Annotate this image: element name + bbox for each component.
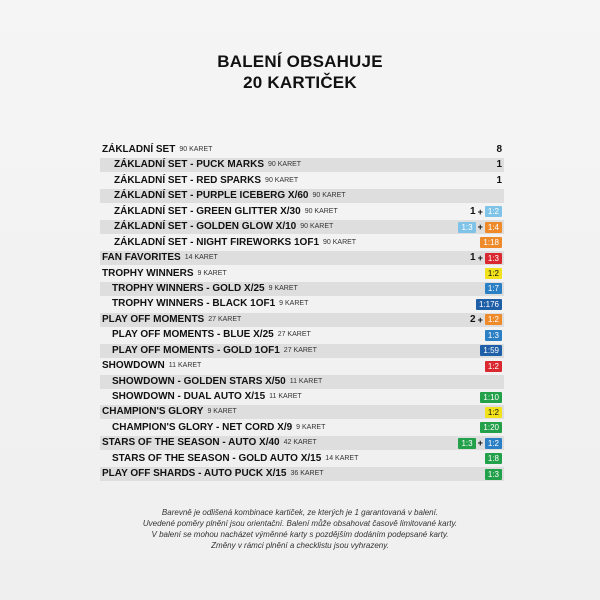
item-card-count: 9 KARET — [207, 408, 237, 416]
ratio-badge: 1:2 — [485, 206, 502, 217]
ratio-badge: 1:4 — [485, 222, 502, 233]
footer-note — [0, 507, 600, 551]
item-ratio — [458, 436, 502, 450]
item-card-count: 9 KARET — [268, 284, 298, 292]
list-item — [100, 251, 504, 265]
item-card-count: 90 KARET — [179, 146, 213, 153]
item-name: ZÁKLADNÍ SET - GOLDEN GLOW X/10 — [114, 221, 297, 233]
item-card-count: 11 KARET — [269, 393, 302, 400]
ratio-badge: 1:2 — [485, 438, 502, 449]
item-name: SHOWDOWN — [102, 360, 165, 372]
list-item — [100, 390, 504, 404]
list-item — [100, 297, 504, 311]
ratio-badge: 1:59 — [480, 345, 502, 356]
item-card-count: 14 KARET — [184, 254, 218, 262]
ratio-count: 1 — [470, 252, 476, 264]
list-item — [100, 236, 504, 250]
list-item — [100, 375, 504, 389]
item-ratio — [480, 421, 502, 435]
item-ratio — [470, 251, 502, 265]
item-ratio — [485, 452, 502, 466]
ratio-badge: 1:3 — [485, 330, 502, 341]
list-item — [100, 174, 504, 188]
item-name: SHOWDOWN - DUAL AUTO X/15 — [112, 391, 266, 402]
ratio-badge: 1:2 — [485, 314, 502, 325]
item-name: ZÁKLADNÍ SET — [102, 144, 176, 155]
ratio-badge: 1:2 — [485, 407, 502, 418]
item-name: PLAY OFF MOMENTS - GOLD 1OF1 — [112, 344, 280, 356]
ratio-badge: 1:3 — [458, 222, 475, 233]
ratio-badge: 1:20 — [480, 422, 502, 433]
item-name: ZÁKLADNÍ SET - GREEN GLITTER X/30 — [114, 205, 301, 217]
item-card-count: 11 KARET — [168, 362, 202, 370]
item-ratio — [485, 467, 502, 481]
item-card-count: 14 KARET — [325, 454, 359, 462]
item-ratio — [485, 359, 502, 373]
footer-line-2: Uvedené poměry plnění jsou orientační. Balení může obsahovat časově limitované karty. — [142, 519, 458, 528]
ratio-badge: 1:2 — [485, 361, 502, 372]
list-item — [100, 344, 504, 358]
ratio-count: 1 — [470, 205, 476, 217]
list-item — [100, 359, 504, 373]
item-card-count: 27 KARET — [283, 346, 317, 354]
ratio-count: 1 — [496, 159, 502, 171]
item-card-count: 42 KARET — [283, 439, 317, 447]
item-ratio — [485, 282, 502, 296]
footer-line-4: Změny v rámci plnění a checklistu jsou vyhrazeny. — [211, 541, 389, 550]
item-name: TROPHY WINNERS - GOLD X/25 — [112, 282, 265, 294]
ratio-count: 1 — [496, 174, 502, 186]
list-item — [100, 205, 504, 219]
item-ratio — [458, 220, 502, 234]
list-item — [100, 313, 504, 327]
page-title — [0, 51, 600, 93]
list-item — [100, 452, 504, 466]
card-list — [100, 143, 504, 483]
ratio-badge: 1:176 — [476, 299, 502, 310]
ratio-badge: 1:7 — [485, 283, 502, 294]
item-ratio — [496, 158, 502, 172]
footer-line-1: Barevně je odlišená kombinace kartiček, ze kterých je 1 garantovaná v balení. — [161, 508, 439, 517]
item-card-count: 36 KARET — [290, 470, 324, 478]
item-ratio — [485, 328, 502, 342]
ratio-badge: 1:3 — [485, 253, 502, 264]
item-name: ZÁKLADNÍ SET - NIGHT FIREWORKS 1OF1 — [114, 236, 319, 248]
list-item — [100, 436, 504, 450]
item-ratio — [480, 390, 502, 404]
ratio-badge: 1:18 — [480, 237, 502, 248]
item-ratio — [485, 267, 502, 281]
plus-sign: + — [477, 206, 483, 217]
list-item — [100, 282, 504, 296]
item-card-count: 90 KARET — [268, 161, 302, 169]
ratio-badge: 1:2 — [485, 268, 502, 279]
item-name: ZÁKLADNÍ SET - PURPLE ICEBERG X/60 — [114, 190, 309, 202]
list-item — [100, 467, 504, 481]
list-item — [100, 328, 504, 342]
ratio-badge: 1:8 — [485, 453, 502, 464]
item-card-count: 9 KARET — [296, 423, 326, 431]
item-ratio — [485, 405, 502, 419]
ratio-badge: 1:3 — [485, 469, 502, 480]
item-name: CHAMPION'S GLORY — [102, 406, 204, 418]
list-item — [100, 405, 504, 419]
item-ratio — [480, 344, 502, 358]
item-ratio — [476, 297, 502, 311]
ratio-count: 2 — [470, 313, 476, 325]
item-ratio — [496, 143, 502, 157]
item-card-count: 90 KARET — [265, 176, 299, 184]
item-name: STARS OF THE SEASON - GOLD AUTO X/15 — [112, 452, 322, 464]
item-name: PLAY OFF SHARDS - AUTO PUCK X/15 — [102, 468, 287, 480]
footer-line-3: V balení se mohou nacházet výměnné karty s pozdějším dodáním podepsané karty. — [151, 530, 449, 539]
plus-sign: + — [477, 438, 483, 449]
list-item — [100, 143, 504, 157]
item-name: PLAY OFF MOMENTS - BLUE X/25 — [112, 329, 274, 341]
ratio-count: 8 — [496, 144, 502, 155]
item-card-count: 11 KARET — [289, 377, 323, 385]
title-line-1: BALENÍ OBSAHUJE — [217, 52, 383, 71]
ratio-badge: 1:3 — [458, 438, 475, 449]
list-item — [100, 421, 504, 435]
item-ratio — [496, 174, 502, 188]
item-name: PLAY OFF MOMENTS — [102, 313, 205, 325]
item-card-count: 90 KARET — [300, 223, 334, 231]
item-name: ZÁKLADNÍ SET - RED SPARKS — [114, 174, 262, 186]
item-name: SHOWDOWN - GOLDEN STARS X/50 — [112, 375, 286, 387]
item-card-count: 9 KARET — [197, 269, 227, 277]
item-card-count: 90 KARET — [312, 192, 346, 200]
plus-sign: + — [477, 222, 483, 233]
item-name: STARS OF THE SEASON - AUTO X/40 — [102, 437, 280, 449]
item-name: TROPHY WINNERS - BLACK 1OF1 — [112, 298, 276, 310]
item-name: ZÁKLADNÍ SET - PUCK MARKS — [114, 159, 264, 171]
plus-sign: + — [477, 253, 483, 264]
item-card-count: 27 KARET — [208, 315, 242, 323]
item-card-count: 27 KARET — [277, 331, 311, 339]
item-name: FAN FAVORITES — [102, 252, 181, 264]
item-name: TROPHY WINNERS — [102, 267, 194, 279]
item-ratio — [470, 205, 502, 219]
item-card-count: 90 KARET — [323, 238, 357, 246]
title-line-2: 20 KARTIČEK — [243, 73, 357, 92]
list-item — [100, 220, 504, 234]
list-item — [100, 158, 504, 172]
item-card-count: 90 KARET — [304, 207, 338, 215]
list-item — [100, 189, 504, 203]
item-name: CHAMPION'S GLORY - NET CORD X/9 — [112, 421, 293, 433]
item-ratio — [480, 236, 502, 250]
plus-sign: + — [477, 314, 483, 325]
item-ratio — [470, 313, 502, 327]
ratio-badge: 1:10 — [480, 392, 502, 403]
item-card-count: 9 KARET — [279, 300, 309, 308]
list-item — [100, 267, 504, 281]
